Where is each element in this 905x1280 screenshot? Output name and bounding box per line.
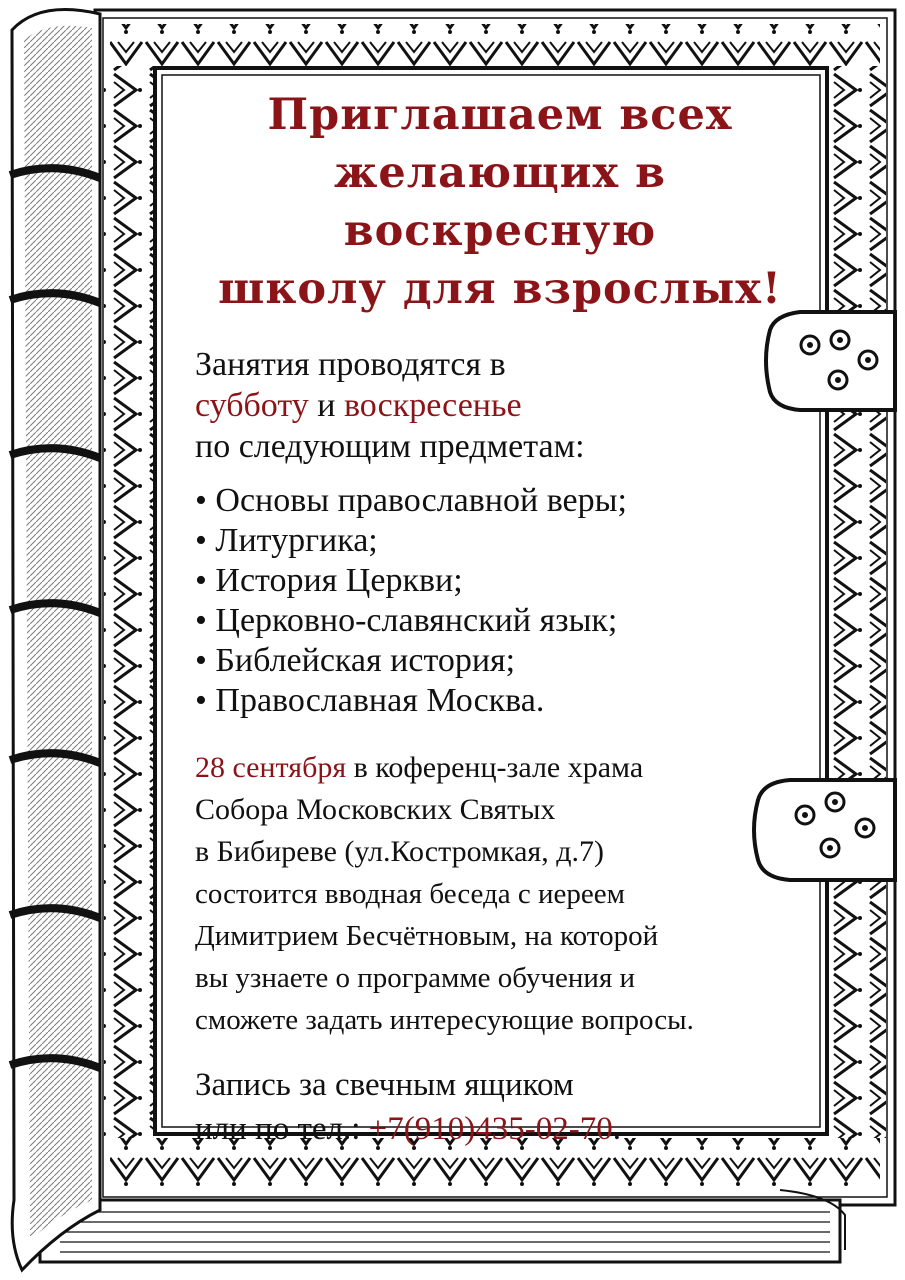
phone-prefix: или по тел.: bbox=[195, 1111, 369, 1147]
sunday-text: воскресенье bbox=[343, 387, 522, 424]
title-line: школу для взрослых! bbox=[218, 264, 782, 314]
signup-info bbox=[195, 1063, 820, 1151]
subject-item: • Литургика; bbox=[195, 521, 820, 561]
subject-item: • Православная Москва. bbox=[195, 681, 820, 721]
and-text: и bbox=[317, 387, 336, 424]
event-line: сможете задать интересующие вопросы. bbox=[195, 1004, 694, 1036]
phone-number: +7(910)435-02-70 bbox=[368, 1111, 613, 1147]
book-spine-icon bbox=[10, 10, 100, 1270]
intro-line: по следующим предметам: bbox=[195, 428, 585, 465]
event-venue: в коференц-зале храма bbox=[346, 751, 644, 784]
signup-line: Запись за свечным ящиком bbox=[195, 1067, 574, 1103]
subject-item: • Церковно-славянский язык; bbox=[195, 601, 820, 641]
poster-text bbox=[195, 86, 820, 1151]
event-line: вы узнаете о программе обучения и bbox=[195, 962, 636, 994]
signup-line bbox=[195, 1107, 820, 1151]
event-line: состоится вводная беседа с иереем bbox=[195, 878, 626, 910]
event-line: в Бибиреве (ул.Костромкая, д.7) bbox=[195, 835, 604, 868]
subjects-list bbox=[195, 481, 820, 721]
intro-days bbox=[195, 385, 820, 426]
title-line: желающих в воскресную bbox=[334, 148, 666, 256]
event-info bbox=[195, 747, 820, 1041]
event-line: Димитрием Бесчётновым, на которой bbox=[195, 920, 659, 952]
subject-item: • Библейская история; bbox=[195, 641, 820, 681]
schedule-intro bbox=[195, 344, 820, 467]
subject-item: • Основы православной веры; bbox=[195, 481, 820, 521]
event-line bbox=[195, 747, 820, 789]
phone-suffix: . bbox=[612, 1111, 621, 1147]
subject-item: • История Церкви; bbox=[195, 561, 820, 601]
poster-title bbox=[195, 86, 805, 318]
event-date: 28 сентября bbox=[195, 751, 347, 784]
intro-line: Занятия проводятся в bbox=[195, 346, 506, 383]
title-line: Приглашаем всех bbox=[267, 90, 733, 140]
event-line: Собора Московских Святых bbox=[195, 793, 556, 826]
saturday-text: субботу bbox=[195, 387, 309, 424]
